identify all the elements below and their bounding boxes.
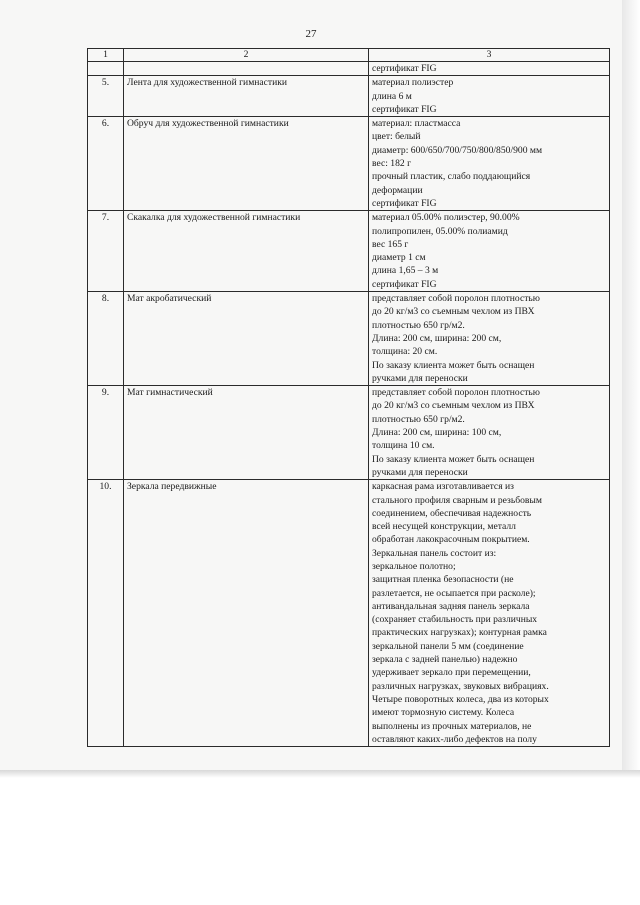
spec-line: выполнены из прочных материалов, не [372, 720, 532, 732]
spec-line: удерживает зеркало при перемещении, [372, 667, 531, 679]
table-row [88, 480, 610, 747]
page-number: 27 [305, 28, 317, 40]
spec-line: диаметр 1 см [372, 252, 426, 264]
item-specification [369, 480, 610, 747]
spec-line: каркасная рама изготавливается из [372, 481, 514, 493]
spec-line: сертификат FIG [372, 197, 437, 209]
spec-line: представляет собой поролон плотностью [372, 387, 540, 399]
equipment-spec-table [87, 48, 610, 747]
spec-line: до 20 кг/м3 со съемным чехлом из ПВХ [372, 306, 535, 318]
spec-line: цвет: белый [372, 131, 421, 143]
spec-line: соединением, обеспечивая надежность [372, 507, 532, 519]
item-name: Скакалка для художественной гимнастики [124, 211, 369, 292]
continuation-cell [369, 62, 610, 76]
item-specification [369, 386, 610, 480]
spec-line: ручками для переноски [372, 372, 468, 384]
spec-line: Длина: 200 см, ширина: 100 см, [372, 427, 502, 439]
spec-line: По заказу клиента может быть оснащен [372, 453, 535, 465]
page-bottom-shadow [0, 770, 640, 778]
spec-line: толщина: 20 см. [372, 346, 438, 358]
spec-line: вес 165 г [372, 238, 409, 250]
spec-line: деформации [372, 184, 423, 196]
spec-line: защитная пленка безопасности (не [372, 574, 514, 586]
spec-line: разлетается, не осыпается при расколе); [372, 587, 536, 599]
row-number: 5. [88, 76, 124, 117]
table-row [88, 386, 610, 480]
spec-line: зеркальной панели 5 мм (соединение [372, 640, 524, 652]
spec-line: сертификат FIG [372, 63, 437, 74]
spec-line: зеркала с задней панелью) надежно [372, 654, 518, 666]
spec-line: вес: 182 г [372, 158, 412, 170]
row-number: 7. [88, 211, 124, 292]
column-header-spec: 3 [369, 49, 610, 62]
header-row [88, 49, 610, 62]
spec-line: материал 05.00% полиэстер, 90.00% [372, 212, 520, 224]
table-row [88, 292, 610, 386]
spec-line: Длина: 200 см, ширина: 200 см, [372, 332, 502, 344]
spec-line: зеркальное полотно; [372, 560, 456, 572]
row-number: 8. [88, 292, 124, 386]
item-specification [369, 211, 610, 292]
spec-line: толщина 10 см. [372, 440, 435, 452]
spec-line: материал полиэстер [372, 77, 454, 89]
spec-line: имеют тормозную систему. Колеса [372, 707, 515, 719]
item-specification [369, 76, 610, 117]
column-header-name: 2 [124, 49, 369, 62]
spec-line: сертификат FIG [372, 278, 437, 290]
item-specification [369, 117, 610, 211]
spec-line: ручками для переноски [372, 466, 468, 478]
spec-line: (сохраняет стабильность при различных [372, 614, 538, 626]
spec-line: оставляют каких-либо дефектов на полу [372, 733, 537, 745]
spec-line: всей несущей конструкции, металл [372, 521, 516, 533]
table-row [88, 117, 610, 211]
spec-line: антивандальная задняя панель зеркала [372, 600, 530, 612]
item-specification [369, 292, 610, 386]
spec-line: материал: пластмасса [372, 118, 461, 130]
spec-line: плотностью 650 гр/м2. [372, 319, 465, 331]
table-row [88, 76, 610, 117]
item-name: Зеркала передвижные [124, 480, 369, 747]
page-edge-shadow [622, 0, 640, 778]
spec-line: прочный пластик, слабо поддающийся [372, 171, 531, 183]
item-name: Мат гимнастический [124, 386, 369, 480]
spec-line: Зеркальная панель состоит из: [372, 547, 497, 559]
item-name: Мат акробатический [124, 292, 369, 386]
spec-line: стального профиля сварным и резьбовым [372, 494, 542, 506]
spec-line: плотностью 650 гр/м2. [372, 413, 465, 425]
table-row [88, 211, 610, 292]
spec-line: длина 1,65 – 3 м [372, 265, 439, 277]
continuation-row [88, 62, 610, 76]
spec-line: длина 6 м [372, 90, 412, 102]
spec-line: полипропилен, 05.00% полиамид [372, 225, 508, 237]
row-number: 6. [88, 117, 124, 211]
item-name: Лента для художественной гимнастики [124, 76, 369, 117]
spec-line: сертификат FIG [372, 103, 437, 115]
spec-line: Четыре поворотных колеса, два из которых [372, 693, 549, 705]
row-number: 10. [88, 480, 124, 747]
spec-line: представляет собой поролон плотностью [372, 293, 540, 305]
row-number: 9. [88, 386, 124, 480]
column-header-number: 1 [88, 49, 124, 62]
spec-line: практических нагрузках); контурная рамка [372, 627, 547, 639]
spec-line: различных нагрузках, звуковых вибрациях. [372, 680, 549, 692]
spec-line: диаметр: 600/650/700/750/800/850/900 мм [372, 144, 543, 156]
item-name: Обруч для художественной гимнастики [124, 117, 369, 211]
spec-line: По заказу клиента может быть оснащен [372, 359, 535, 371]
spec-line: обработан лакокрасочным покрытием. [372, 534, 530, 546]
spec-line: до 20 кг/м3 со съемным чехлом из ПВХ [372, 400, 535, 412]
